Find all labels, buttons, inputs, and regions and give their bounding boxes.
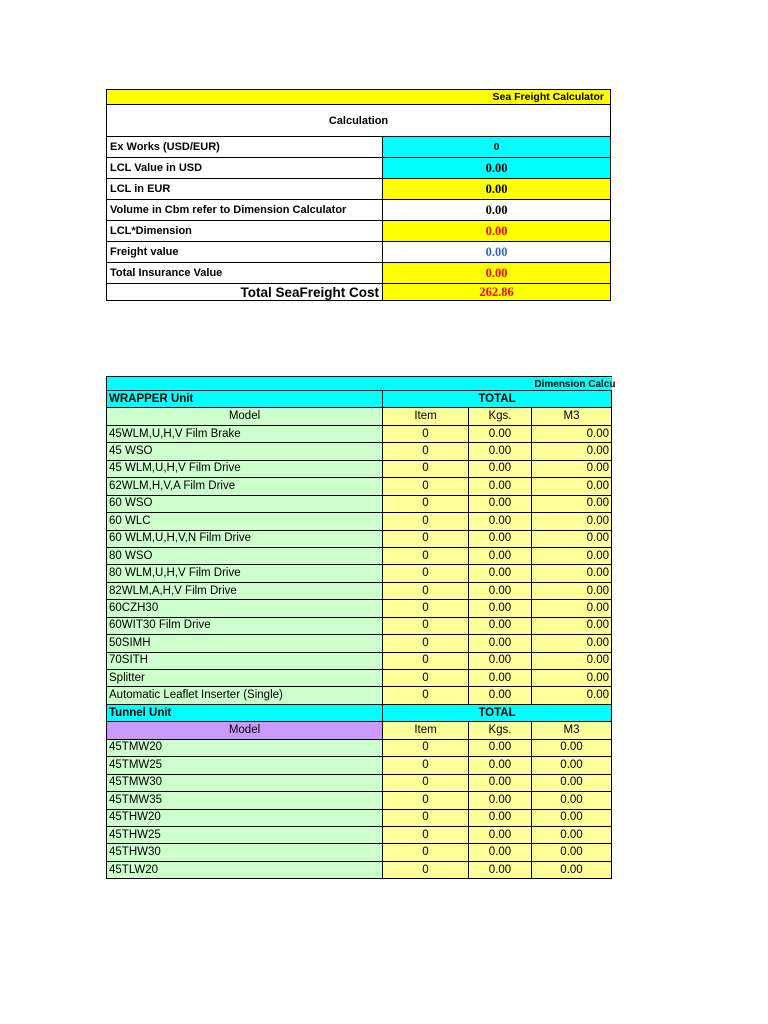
wrapper-item-cell[interactable]: 0 — [383, 652, 469, 669]
wrapper-kgs-cell: 0.00 — [469, 582, 532, 599]
total-insurance-value: 0.00 — [383, 263, 611, 284]
wrapper-kgs-cell: 0.00 — [469, 530, 532, 547]
freight-value-label: Freight value — [107, 242, 383, 263]
tunnel-kgs-cell: 0.00 — [469, 739, 532, 756]
total-seafreight-row — [107, 284, 611, 301]
tunnel-item-cell[interactable]: 0 — [383, 774, 469, 791]
dimension-banner — [107, 377, 616, 391]
wrapper-kgs-cell: 0.00 — [469, 460, 532, 477]
table-row — [107, 670, 612, 687]
wrapper-m3-cell: 0.00 — [532, 478, 612, 495]
wrapper-m3-cell: 0.00 — [532, 635, 612, 652]
table-row — [107, 844, 612, 861]
tunnel-m3-cell: 0.00 — [532, 844, 612, 861]
wrapper-col-m3-header: M3 — [532, 408, 612, 425]
lcl-eur-row — [107, 179, 611, 200]
tunnel-section-header — [107, 704, 612, 721]
tunnel-col-kgs-header: Kgs. — [469, 722, 532, 739]
tunnel-item-cell[interactable]: 0 — [383, 739, 469, 756]
wrapper-m3-cell: 0.00 — [532, 600, 612, 617]
ex-works-value[interactable]: 0 — [383, 137, 611, 158]
calculator-title: Sea Freight Calculator — [107, 90, 611, 105]
table-row — [107, 739, 612, 756]
tunnel-col-item-header: Item — [383, 722, 469, 739]
tunnel-m3-cell: 0.00 — [532, 809, 612, 826]
tunnel-kgs-cell: 0.00 — [469, 826, 532, 843]
tunnel-model-cell: 45TMW35 — [107, 792, 383, 809]
dimension-banner-text: Dimension Calcu — [534, 379, 616, 390]
wrapper-kgs-cell: 0.00 — [469, 443, 532, 460]
tunnel-column-header — [107, 722, 612, 739]
volume-cbm-label: Volume in Cbm refer to Dimension Calculator — [107, 200, 383, 221]
wrapper-kgs-cell: 0.00 — [469, 495, 532, 512]
tunnel-m3-cell: 0.00 — [532, 826, 612, 843]
tunnel-total-label: TOTAL — [383, 704, 612, 721]
table-row — [107, 809, 612, 826]
wrapper-column-header — [107, 408, 612, 425]
lcl-eur-label: LCL in EUR — [107, 179, 383, 200]
tunnel-item-cell[interactable]: 0 — [383, 809, 469, 826]
lcl-dimension-label: LCL*Dimension — [107, 221, 383, 242]
dimension-banner-row — [107, 377, 612, 391]
volume-cbm-value: 0.00 — [383, 200, 611, 221]
wrapper-m3-cell: 0.00 — [532, 443, 612, 460]
wrapper-item-cell[interactable]: 0 — [383, 635, 469, 652]
wrapper-model-cell: 60WIT30 Film Drive — [107, 617, 383, 634]
wrapper-item-cell[interactable]: 0 — [383, 547, 469, 564]
wrapper-item-cell[interactable]: 0 — [383, 582, 469, 599]
wrapper-m3-cell: 0.00 — [532, 687, 612, 704]
wrapper-item-cell[interactable]: 0 — [383, 495, 469, 512]
wrapper-section-header — [107, 391, 612, 408]
table-row — [107, 478, 612, 495]
table-row — [107, 530, 612, 547]
wrapper-model-cell: 60CZH30 — [107, 600, 383, 617]
volume-cbm-row — [107, 200, 611, 221]
wrapper-model-cell: Splitter — [107, 670, 383, 687]
wrapper-m3-cell: 0.00 — [532, 495, 612, 512]
wrapper-item-cell[interactable]: 0 — [383, 600, 469, 617]
tunnel-section-title: Tunnel Unit — [107, 704, 383, 721]
tunnel-kgs-cell: 0.00 — [469, 757, 532, 774]
table-row — [107, 687, 612, 704]
wrapper-item-cell[interactable]: 0 — [383, 513, 469, 530]
wrapper-model-cell: 82WLM,A,H,V Film Drive — [107, 582, 383, 599]
wrapper-m3-cell: 0.00 — [532, 547, 612, 564]
table-row — [107, 565, 612, 582]
tunnel-model-cell: 45TMW30 — [107, 774, 383, 791]
wrapper-item-cell[interactable]: 0 — [383, 617, 469, 634]
wrapper-kgs-cell: 0.00 — [469, 513, 532, 530]
tunnel-m3-cell: 0.00 — [532, 861, 612, 878]
lcl-dimension-row — [107, 221, 611, 242]
wrapper-model-cell: 62WLM,H,V,A Film Drive — [107, 478, 383, 495]
wrapper-section-title: WRAPPER Unit — [107, 391, 383, 408]
wrapper-total-label: TOTAL — [383, 391, 612, 408]
tunnel-m3-cell: 0.00 — [532, 757, 612, 774]
wrapper-m3-cell: 0.00 — [532, 460, 612, 477]
wrapper-model-cell: 60 WLC — [107, 513, 383, 530]
tunnel-model-cell: 45TLW20 — [107, 861, 383, 878]
wrapper-kgs-cell: 0.00 — [469, 600, 532, 617]
tunnel-item-cell[interactable]: 0 — [383, 792, 469, 809]
tunnel-kgs-cell: 0.00 — [469, 792, 532, 809]
wrapper-model-cell: 70SITH — [107, 652, 383, 669]
tunnel-item-cell[interactable]: 0 — [383, 826, 469, 843]
wrapper-kgs-cell: 0.00 — [469, 565, 532, 582]
tunnel-kgs-cell: 0.00 — [469, 844, 532, 861]
table-row — [107, 652, 612, 669]
tunnel-m3-cell: 0.00 — [532, 739, 612, 756]
calculator-title-row — [107, 90, 611, 105]
wrapper-item-cell[interactable]: 0 — [383, 670, 469, 687]
wrapper-model-cell: 45 WLM,U,H,V Film Drive — [107, 460, 383, 477]
wrapper-m3-cell: 0.00 — [532, 652, 612, 669]
wrapper-item-cell[interactable]: 0 — [383, 687, 469, 704]
wrapper-model-cell: Automatic Leaflet Inserter (Single) — [107, 687, 383, 704]
wrapper-model-cell: 50SIMH — [107, 635, 383, 652]
wrapper-model-cell: 80 WSO — [107, 547, 383, 564]
table-row — [107, 861, 612, 878]
table-row — [107, 547, 612, 564]
table-row — [107, 600, 612, 617]
wrapper-col-kgs-header: Kgs. — [469, 408, 532, 425]
wrapper-kgs-cell: 0.00 — [469, 547, 532, 564]
wrapper-item-cell[interactable]: 0 — [383, 460, 469, 477]
lcl-value-usd-label: LCL Value in USD — [107, 158, 383, 179]
tunnel-kgs-cell: 0.00 — [469, 774, 532, 791]
lcl-dimension-value: 0.00 — [383, 221, 611, 242]
wrapper-item-cell[interactable]: 0 — [383, 478, 469, 495]
tunnel-model-cell: 45TMW25 — [107, 757, 383, 774]
table-row — [107, 617, 612, 634]
lcl-value-usd-value[interactable]: 0.00 — [383, 158, 611, 179]
lcl-eur-value: 0.00 — [383, 179, 611, 200]
wrapper-m3-cell: 0.00 — [532, 617, 612, 634]
ex-works-label: Ex Works (USD/EUR) — [107, 137, 383, 158]
tunnel-kgs-cell: 0.00 — [469, 861, 532, 878]
wrapper-model-cell: 60 WSO — [107, 495, 383, 512]
wrapper-item-cell[interactable]: 0 — [383, 425, 469, 442]
tunnel-col-model-header: Model — [107, 722, 383, 739]
freight-value-row — [107, 242, 611, 263]
table-row — [107, 443, 612, 460]
wrapper-col-model-header: Model — [107, 408, 383, 425]
wrapper-m3-cell: 0.00 — [532, 530, 612, 547]
wrapper-m3-cell: 0.00 — [532, 565, 612, 582]
calculator-heading: Calculation — [107, 105, 611, 137]
wrapper-m3-cell: 0.00 — [532, 670, 612, 687]
table-row — [107, 582, 612, 599]
table-row — [107, 792, 612, 809]
wrapper-kgs-cell: 0.00 — [469, 670, 532, 687]
table-row — [107, 635, 612, 652]
table-row — [107, 495, 612, 512]
table-row — [107, 460, 612, 477]
dimension-calculator-table — [106, 376, 616, 879]
wrapper-kgs-cell: 0.00 — [469, 617, 532, 634]
wrapper-model-cell: 60 WLM,U,H,V,N Film Drive — [107, 530, 383, 547]
wrapper-m3-cell: 0.00 — [532, 582, 612, 599]
wrapper-m3-cell: 0.00 — [532, 425, 612, 442]
tunnel-model-cell: 45THW20 — [107, 809, 383, 826]
tunnel-col-m3-header: M3 — [532, 722, 612, 739]
wrapper-kgs-cell: 0.00 — [469, 478, 532, 495]
tunnel-item-cell[interactable]: 0 — [383, 861, 469, 878]
tunnel-model-cell: 45TMW20 — [107, 739, 383, 756]
table-row — [107, 826, 612, 843]
wrapper-kgs-cell: 0.00 — [469, 635, 532, 652]
wrapper-model-cell: 45 WSO — [107, 443, 383, 460]
table-row — [107, 757, 612, 774]
tunnel-item-cell[interactable]: 0 — [383, 757, 469, 774]
table-row — [107, 774, 612, 791]
total-seafreight-value: 262.86 — [383, 284, 611, 301]
wrapper-item-cell[interactable]: 0 — [383, 565, 469, 582]
wrapper-item-cell[interactable]: 0 — [383, 530, 469, 547]
wrapper-kgs-cell: 0.00 — [469, 425, 532, 442]
tunnel-kgs-cell: 0.00 — [469, 809, 532, 826]
lcl-value-usd-row — [107, 158, 611, 179]
tunnel-item-cell[interactable]: 0 — [383, 844, 469, 861]
wrapper-m3-cell: 0.00 — [532, 513, 612, 530]
tunnel-model-cell: 45THW25 — [107, 826, 383, 843]
tunnel-m3-cell: 0.00 — [532, 774, 612, 791]
table-row — [107, 425, 612, 442]
tunnel-m3-cell: 0.00 — [532, 792, 612, 809]
wrapper-model-cell: 45WLM,U,H,V Film Brake — [107, 425, 383, 442]
wrapper-kgs-cell: 0.00 — [469, 652, 532, 669]
wrapper-col-item-header: Item — [383, 408, 469, 425]
calculator-heading-row — [107, 105, 611, 137]
total-insurance-row — [107, 263, 611, 284]
total-seafreight-label: Total SeaFreight Cost — [107, 284, 383, 301]
wrapper-item-cell[interactable]: 0 — [383, 443, 469, 460]
total-insurance-label: Total Insurance Value — [107, 263, 383, 284]
table-row — [107, 513, 612, 530]
wrapper-kgs-cell: 0.00 — [469, 687, 532, 704]
sea-freight-calculator-table — [106, 89, 611, 301]
tunnel-model-cell: 45THW30 — [107, 844, 383, 861]
ex-works-row — [107, 137, 611, 158]
freight-value-value: 0.00 — [383, 242, 611, 263]
wrapper-model-cell: 80 WLM,U,H,V Film Drive — [107, 565, 383, 582]
